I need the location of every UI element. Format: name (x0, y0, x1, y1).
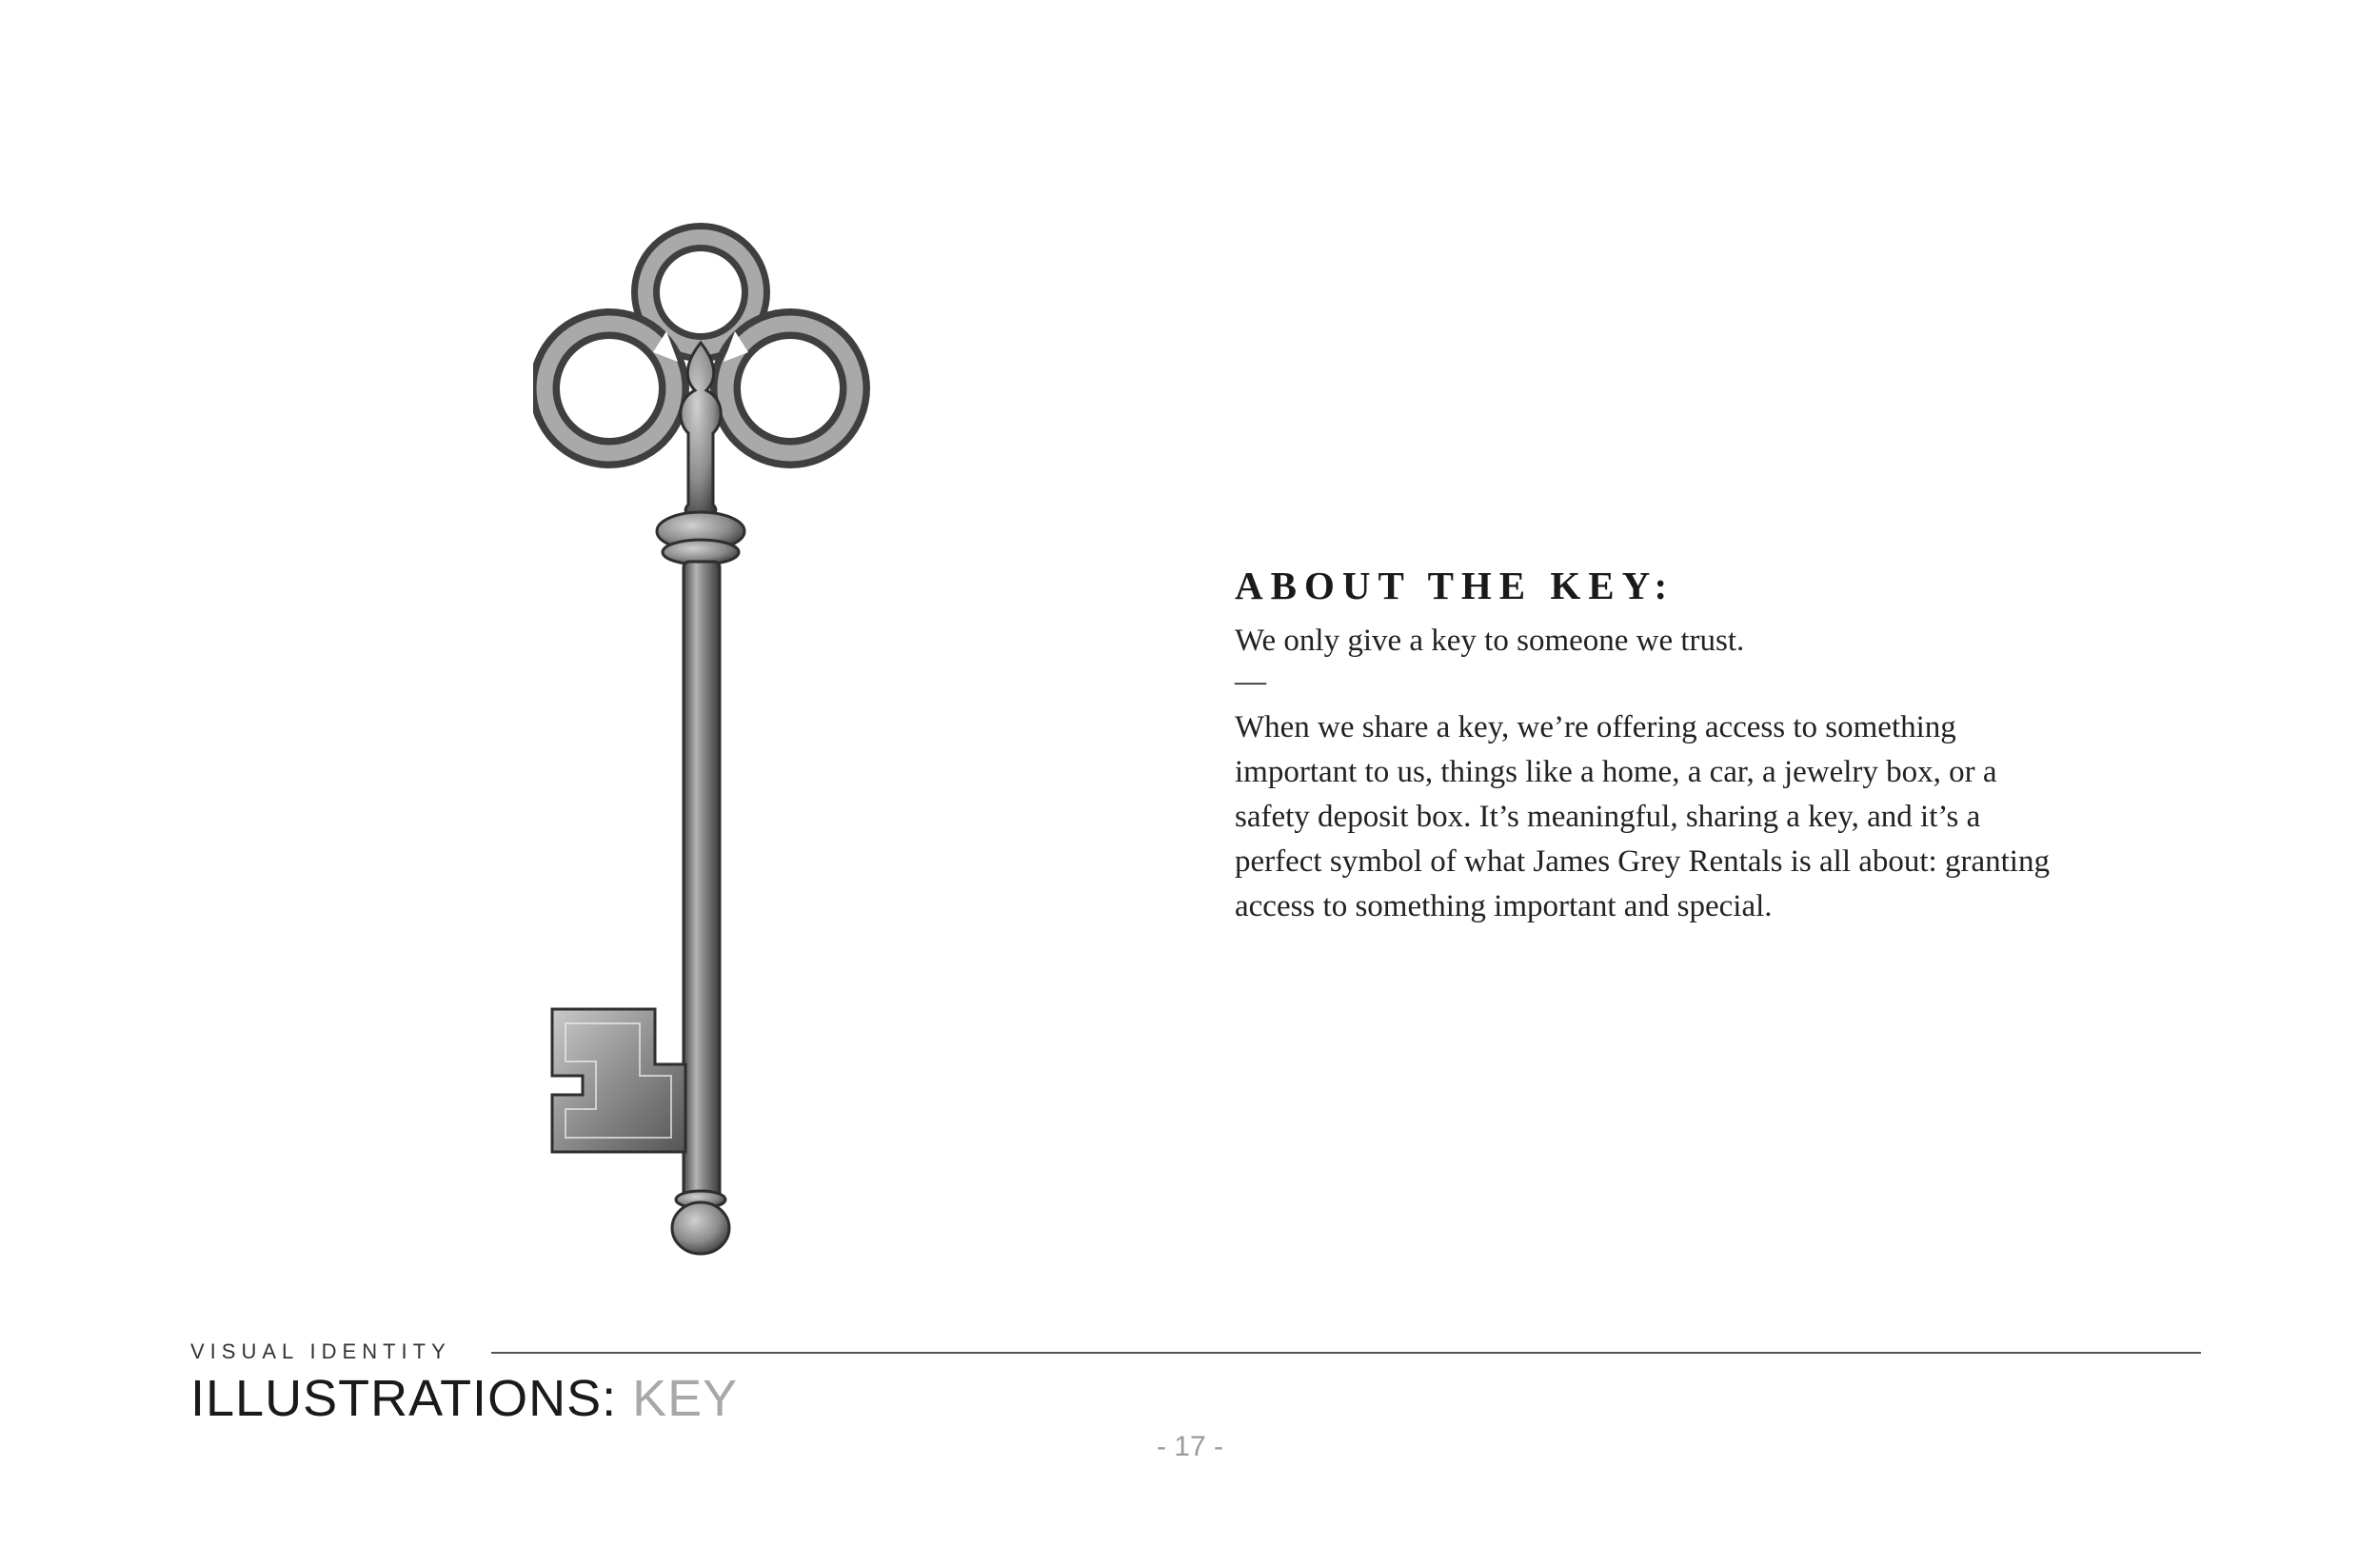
about-the-key-section (1235, 557, 2053, 929)
footer-divider (491, 1352, 2201, 1354)
about-lead-text: We only give a key to someone we trust. (1235, 624, 1745, 658)
skeleton-key-icon (533, 219, 914, 1276)
page-title-accent: KEY (632, 1370, 739, 1427)
about-heading: ABOUT THE KEY: (1235, 564, 1676, 607)
page-title (190, 1368, 738, 1429)
about-body-text: When we share a key, we’re offering access to something important to us, things like a home, a car, a jewelry box, or a safety deposit box. It’s meaningful, sharing a key, and it’s a perfect symbol of what James Grey Rentals is all about: granting access to something important and special. (1235, 710, 2050, 923)
page-number: - 17 - (1156, 1431, 1224, 1462)
section-label: VISUAL IDENTITY (190, 1339, 451, 1363)
em-dash-divider: — (1235, 664, 1266, 699)
page-title-main: ILLUSTRATIONS: (190, 1370, 633, 1427)
